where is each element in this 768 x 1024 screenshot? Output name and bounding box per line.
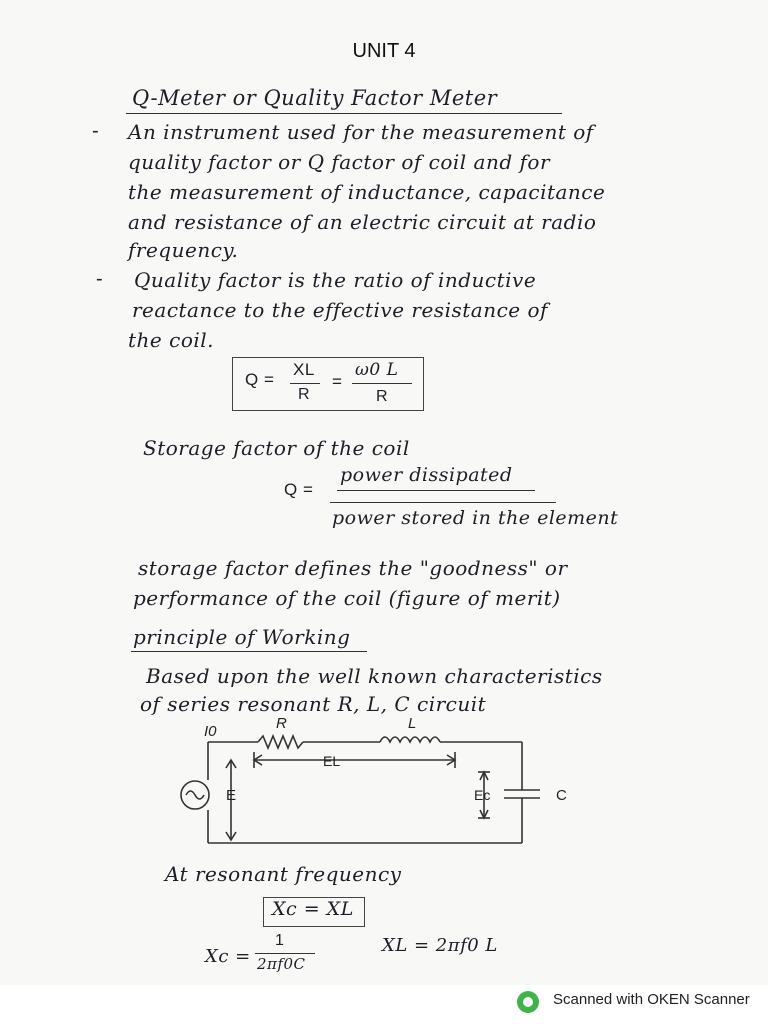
resonance-box-text: Xc = XL bbox=[272, 898, 354, 920]
storage-formula-lhs: Q = bbox=[284, 480, 314, 499]
q-formula-den2: R bbox=[376, 388, 389, 405]
xc-formula-den: 2πf0C bbox=[257, 955, 306, 973]
circuit-label-inductor: L bbox=[408, 715, 417, 732]
storage-desc-line-1: storage factor defines the "goodness" or bbox=[138, 556, 568, 580]
resonance-heading: At resonant frequency bbox=[165, 862, 402, 886]
para1-line-5: frequency. bbox=[128, 238, 239, 262]
bullet-dash-1: - bbox=[92, 120, 99, 142]
q-formula-eq: = bbox=[332, 372, 343, 391]
para1-line-1: An instrument used for the measurement of bbox=[128, 120, 594, 144]
unit-title: UNIT 4 bbox=[352, 40, 416, 62]
xc-fraction-line bbox=[255, 953, 315, 954]
circuit-label-source: E bbox=[226, 787, 237, 804]
principle-line-1: Based upon the well known characteristics bbox=[146, 664, 603, 688]
q-formula-den1: R bbox=[298, 386, 311, 403]
para2-line-2: reactance to the effective resistance of bbox=[132, 298, 548, 322]
circuit-label-resistor: R bbox=[276, 715, 287, 732]
para2-line-1: Quality factor is the ratio of inductive bbox=[134, 268, 537, 292]
circuit-label-current: I0 bbox=[204, 723, 217, 740]
xc-formula-lhs: Xc = bbox=[205, 946, 251, 967]
storage-desc-line-2: performance of the coil (figure of merit) bbox=[133, 586, 561, 610]
q-formula-num2: ω0 L bbox=[355, 360, 399, 380]
circuit-label-ec: Ec bbox=[474, 787, 491, 803]
para1-line-4: and resistance of an electric circuit at radio bbox=[128, 210, 597, 234]
xc-formula-num: 1 bbox=[275, 932, 285, 949]
q-formula-num1: XL bbox=[293, 360, 315, 379]
section-heading: Q-Meter or Quality Factor Meter bbox=[132, 86, 498, 110]
circuit-label-el: EL bbox=[323, 753, 341, 769]
q-formula-lhs: Q = bbox=[245, 370, 275, 389]
principle-line-2: of series resonant R, L, C circuit bbox=[140, 692, 487, 716]
principle-heading: principle of Working bbox=[133, 625, 351, 649]
para2-line-3: the coil. bbox=[128, 328, 215, 352]
scanner-watermark-text: Scanned with OKEN Scanner bbox=[553, 991, 750, 1008]
storage-formula-numerator: power dissipated bbox=[340, 464, 513, 486]
bullet-dash-2: - bbox=[96, 268, 103, 290]
circuit-label-capacitor: C bbox=[556, 787, 567, 804]
oken-scanner-logo-icon bbox=[517, 991, 539, 1013]
para1-line-2: quality factor or Q factor of coil and for bbox=[128, 150, 551, 174]
ac-source-icon bbox=[186, 791, 204, 799]
para1-line-3: the measurement of inductance, capacitance bbox=[128, 180, 606, 204]
storage-formula-denominator: power stored in the element bbox=[332, 507, 619, 529]
storage-heading: Storage factor of the coil bbox=[143, 436, 410, 460]
xl-formula: XL = 2πf0 L bbox=[382, 935, 498, 956]
